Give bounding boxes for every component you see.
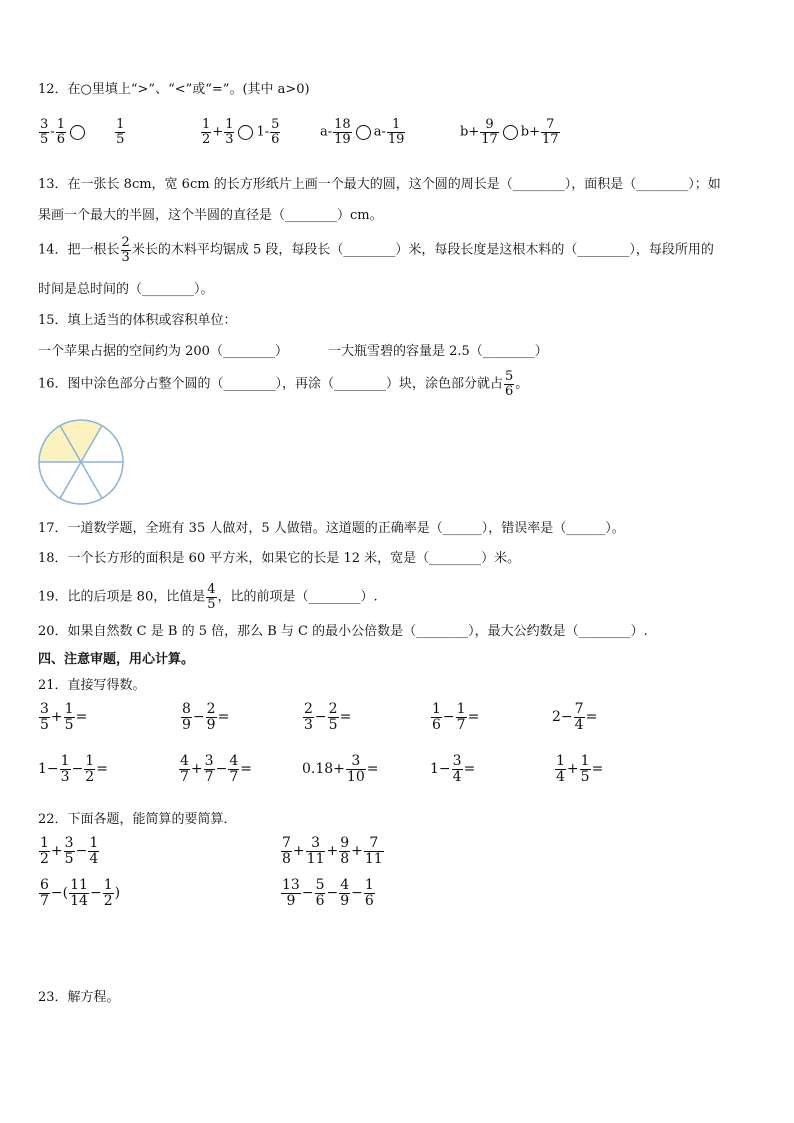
circle-figure [36, 418, 128, 506]
q21-r2-4: 1− $\frac{3}{4}$ = [430, 753, 476, 785]
q21-r1-5: 2− $\frac{7}{4}$ = [552, 701, 598, 733]
q12-item-4: b+ $\frac{9}{17}$ b+ $\frac{7}{17}$ [460, 117, 559, 147]
q17: 17．一道数学题，全班有 35 人做对，5 人做错。这道题的正确率是（______），错误率是（______）。 [38, 521, 625, 536]
q13-line2: 果画一个最大的半圆，这个半圆的直径是（________）cm。 [38, 208, 383, 223]
q16-line: 16．图中涂色部分占整个圆的（________），再涂（________）块，涂色部分就占 $\frac{5}{6}$ 。 [38, 369, 529, 399]
q21-r2-1: 1− $\frac{1}{3}$ − $\frac{1}{2}$ = [38, 753, 108, 785]
q21-r1-2: $\frac{8}{9}$ − $\frac{2}{9}$ = [182, 701, 230, 733]
q12-item-2: $\frac{1}{2}$ + $\frac{1}{3}$ 1- $\frac{5}{6}$ [202, 117, 280, 147]
q19: 19．比的后项是 80，比值是 $\frac{4}{5}$ ，比的前项是（________）. [38, 582, 378, 612]
compare-circle[interactable] [503, 125, 518, 140]
q12-item-3: a- $\frac{18}{19}$ a- $\frac{1}{19}$ [320, 117, 405, 147]
q22-e2: $\frac{7}{8}$ + $\frac{3}{11}$ + $\frac{9}{8}$ + $\frac{7}{11}$ [282, 835, 383, 867]
q22-e4: $\frac{13}{9}$ − $\frac{5}{6}$ − $\frac{4}{9}$ − $\frac{1}{6}$ [282, 877, 374, 909]
q12-item-1: $\frac{3}{5}$ - $\frac{1}{6}$ $\frac{1}{5}$ [40, 117, 125, 147]
compare-circle[interactable] [356, 125, 371, 140]
q14-line2: 时间是总时间的（________）。 [38, 282, 214, 297]
q21-r1-4: $\frac{1}{6}$ − $\frac{1}{7}$ = [432, 701, 480, 733]
section-heading: 四、注意审题，用心计算。 [38, 652, 195, 667]
q15-a: 一个苹果占据的空间约为 200（________） [38, 344, 288, 359]
q23: 23．解方程。 [38, 990, 120, 1005]
compare-circle[interactable] [70, 125, 85, 140]
q21-r1-3: $\frac{2}{3}$ − $\frac{2}{5}$ = [304, 701, 352, 733]
q18: 18．一个长方形的面积是 60 平方米，如果它的长是 12 米，宽是（________）米。 [38, 551, 521, 566]
q21-r2-2: $\frac{4}{7}$ + $\frac{3}{7}$ − $\frac{4}{7}$ = [180, 753, 252, 785]
q13-line1: 13．在一张长 8cm，宽 6cm 的长方形纸片上画一个最大的圆，这个圆的周长是（________），面积是（________）；如 [38, 177, 721, 192]
q22-stem: 22．下面各题，能简算的要简算． [38, 812, 237, 827]
q22-e3: $\frac{6}{7}$ −( $\frac{11}{14}$ − $\frac{1}{2}$ ) [40, 877, 121, 909]
q21-r2-3: 0.18+ $\frac{3}{10}$ = [302, 753, 379, 785]
compare-circle[interactable] [238, 125, 253, 140]
q12-stem: 12．在○里填上“>”、“<”或“=”。(其中 a>0) [38, 82, 310, 97]
q21-r1-1: $\frac{3}{5}$ + $\frac{1}{5}$ = [40, 701, 88, 733]
q14-line1: 14．把一根长 $\frac{2}{3}$ 米长的木料平均锯成 5 段，每段长（________）米，每段长度是这根木料的（________），每段所用的 [38, 235, 714, 265]
q15-b: 一大瓶雪碧的容量是 2.5（________） [328, 344, 548, 359]
q21-stem: 21．直接写得数。 [38, 678, 146, 693]
q21-r2-5: $\frac{1}{4}$ + $\frac{1}{5}$ = [556, 753, 604, 785]
q20: 20．如果自然数 C 是 B 的 5 倍，那么 B 与 C 的最小公倍数是（________），最大公约数是（________）. [38, 624, 648, 639]
q22-e1: $\frac{1}{2}$ + $\frac{3}{5}$ − $\frac{1}{4}$ [40, 835, 99, 867]
q15-stem: 15．填上适当的体积或容积单位： [38, 313, 237, 328]
